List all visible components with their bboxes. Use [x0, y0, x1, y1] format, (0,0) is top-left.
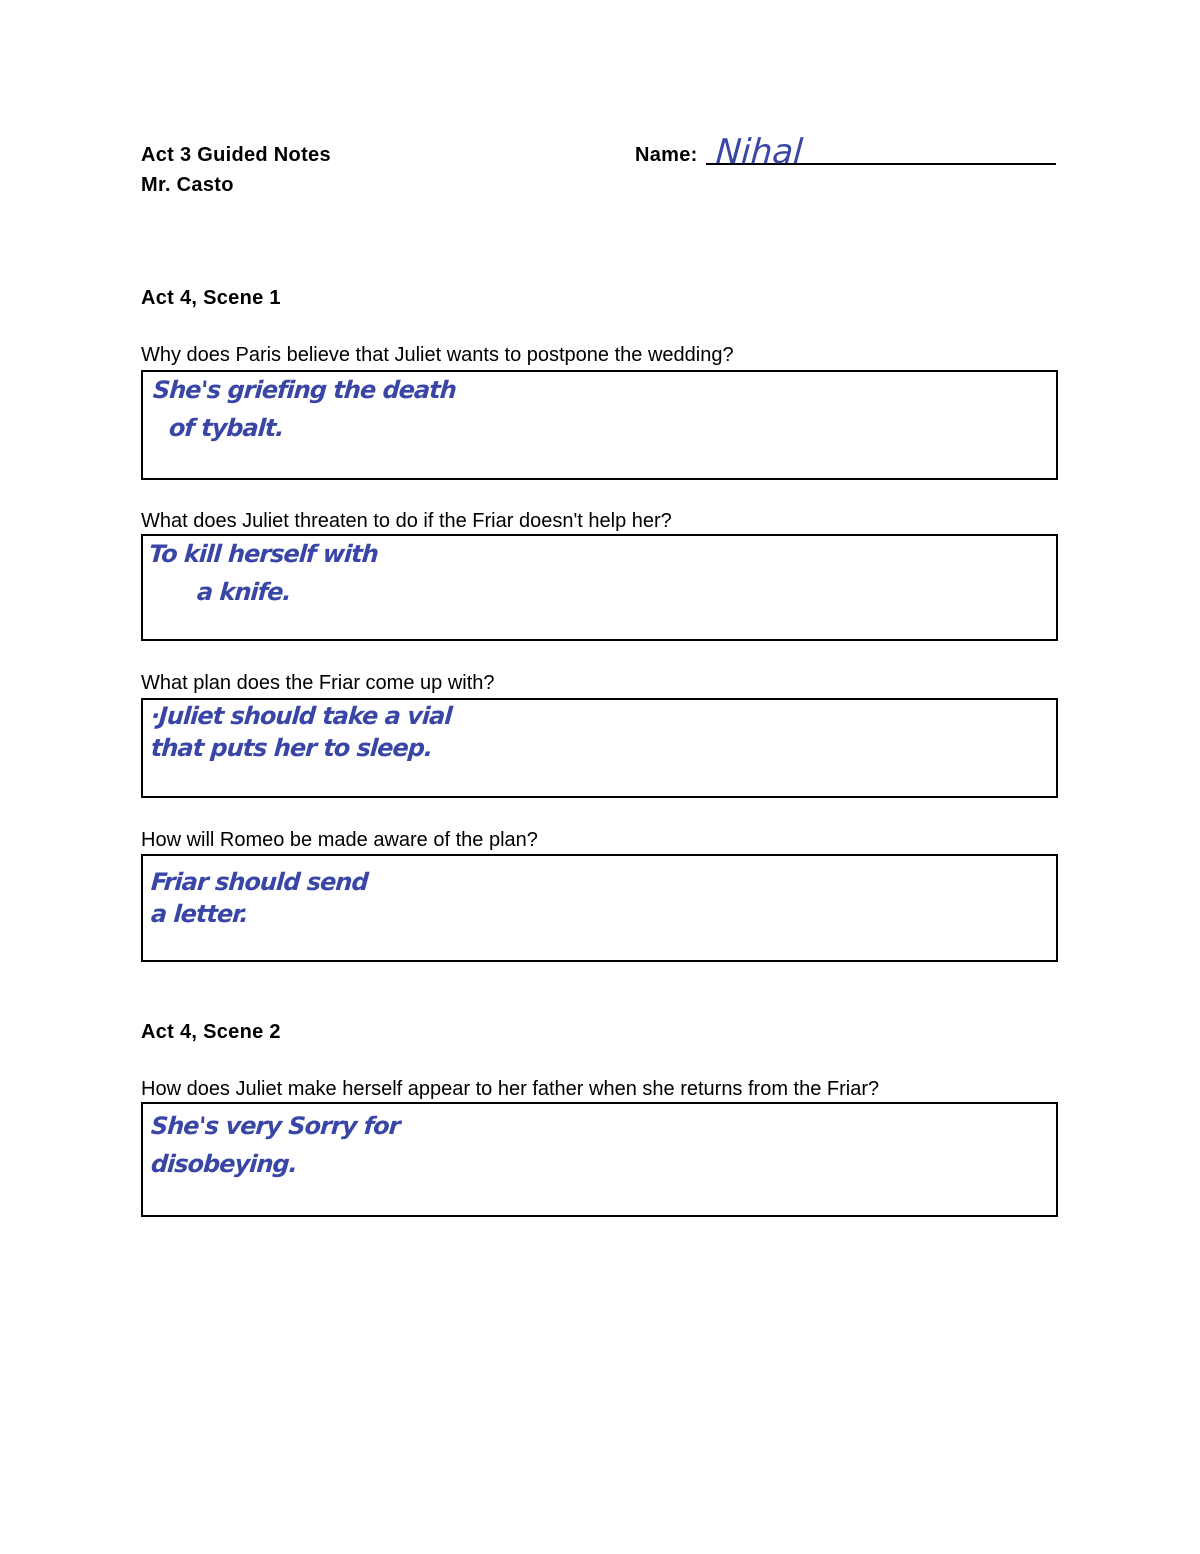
- name-label: Name:: [635, 144, 698, 166]
- student-name-handwritten: Nihal: [714, 132, 805, 172]
- answer-4-line-2: a letter.: [150, 900, 249, 928]
- answer-3-line-2: that puts her to sleep.: [150, 734, 434, 762]
- section-heading-act4-scene1: Act 4, Scene 1: [141, 287, 281, 309]
- answer-box-4[interactable]: [141, 854, 1058, 962]
- question-2: What does Juliet threaten to do if the Friar doesn't help her?: [141, 510, 672, 532]
- answer-5-line-1: She's very Sorry for: [150, 1112, 401, 1140]
- teacher-name: Mr. Casto: [141, 174, 234, 196]
- answer-1-line-1: She's griefing the death: [152, 376, 457, 404]
- answer-box-1[interactable]: [141, 370, 1058, 480]
- answer-4-line-1: Friar should send: [150, 868, 369, 896]
- question-3: What plan does the Friar come up with?: [141, 672, 495, 694]
- worksheet-title: Act 3 Guided Notes: [141, 144, 331, 166]
- question-1: Why does Paris believe that Juliet wants to postpone the wedding?: [141, 344, 734, 366]
- answer-5-line-2: disobeying.: [150, 1150, 298, 1178]
- question-4: How will Romeo be made aware of the plan?: [141, 829, 538, 851]
- answer-3-line-1: ·Juliet should take a vial: [150, 702, 453, 730]
- question-5: How does Juliet make herself appear to her father when she returns from the Friar?: [141, 1078, 880, 1100]
- section-heading-act4-scene2: Act 4, Scene 2: [141, 1021, 281, 1043]
- answer-1-line-2: of tybalt.: [168, 414, 285, 442]
- answer-box-5[interactable]: [141, 1102, 1058, 1217]
- answer-box-2[interactable]: [141, 534, 1058, 641]
- answer-2-line-1: To kill herself with: [148, 540, 379, 568]
- answer-box-3[interactable]: [141, 698, 1058, 798]
- answer-2-line-2: a knife.: [196, 578, 292, 606]
